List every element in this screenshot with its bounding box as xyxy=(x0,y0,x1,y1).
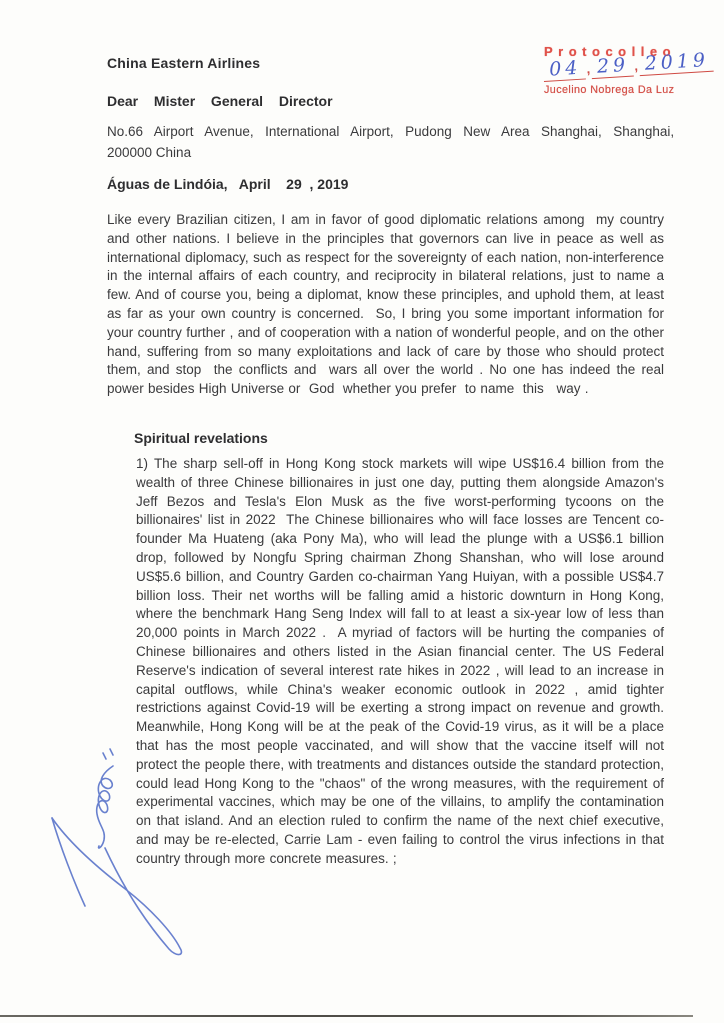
scan-edge-line xyxy=(0,1015,693,1017)
protocol-stamp xyxy=(544,44,720,96)
stamp-date-month: 04 xyxy=(543,56,587,82)
stamp-title: Protocolleo xyxy=(544,44,677,59)
stamp-date-separator: , xyxy=(586,61,591,77)
handwritten-signature xyxy=(38,742,208,967)
stamp-date-year: 2019 xyxy=(638,49,714,76)
revelation-paragraph-1: 1) The sharp sell-off in Hong Kong stock markets will wipe US$16.4 billion from the wealth of three Chinese billionaires in just one day, putting them alongside Amazon's Jeff Bezos and Tesla's Elon Musk as the five worst-performing tycoons on the billionaires' list in 2022 The Chinese billionaires who will face losses are Tencent co-founder Ma Huateng (aka Pony Ma), who will lead the plunge with a US$6.1 billion drop, followed by Nongfu Spring chairman Zhong Shanshan, who will lose around US$5.6 billion, and Country Garden co-chairman Yang Huiyan, with a possible US$4.7 billion loss. Their net worths will be falling amid a historic downturn in Hong Kong, where the benchmark Hang Seng Index will fall to at least a six-year low of less than 20,000 points in March 2022 . A myriad of factors will be hurting the companies of Chinese billionaires and others listed in the Asian financial center. The US Federal Reserve's indication of several interest rate hikes in 2022 , will lead to an increase in capital outflows, while China's weaker economic outlook in 2022 , amid tighter restrictions against Covid-19 will be exerting a strong impact on revenue and growth. Meanwhile, Hong Kong will be at the peak of the Covid-19 virus, as it will be a place that has the most people vaccinated, and will show that the vaccine itself will not protect the people there, with treatments and distances outside the standard protection, could lead Hong Kong to the "chaos" of the wrong measures, with the requirement of experimental vaccines, which may be one of the villains, to amplify the contamination on that island. And an election ruled to confirm the name of the next chief executive, and may be re-elected, Carrie Lam - even failing to control the virus infections in that country through more concrete measures. ; xyxy=(136,456,673,866)
intro-paragraph: Like every Brazilian citizen, I am in favor of good diplomatic relations among my country and other nations. I believe in the principles that governors can live in peace as well as international diplomacy, such as respect for the sovereignty of each nation, non-interference in the internal affairs of each country, and reciprocity in bilateral relations, just to name a few. And of course you, being a diplomat, know these principles, and uphold them, at least as far as your own country is concerned. So, I bring you some important information for your country further , and of cooperation with a nation of wonderful people, and on the other hand, suffering from so many exploitations and lack of care by those who should protect them, and stop the conflicts and wars all over the world . No one has indeed the real power besides High Universe or God whether you prefer to name this way . xyxy=(107,212,673,397)
place-date-line: Águas de Lindóia, April 29 , 2019 xyxy=(107,176,349,192)
section-heading: Spiritual revelations xyxy=(134,430,268,446)
signature-letter-scribble xyxy=(97,766,113,848)
signature-main-loop xyxy=(52,818,181,955)
stamp-date-day: 29 xyxy=(590,54,634,80)
stamp-date-separator: , xyxy=(633,58,639,74)
recipient-company-line: China Eastern Airlines xyxy=(107,55,261,71)
stamp-signatory-name: Jucelino Nobrega Da Luz xyxy=(544,84,675,96)
salutation-line: Dear Mister General Director xyxy=(107,93,333,109)
address-line-2: 200000 China xyxy=(107,145,192,160)
signature-tick-strokes xyxy=(103,749,113,759)
signature-descender-stroke xyxy=(52,818,85,906)
address-line-1: No.66 Airport Avenue, International Airport, Pudong New Area Shanghai, Shanghai, xyxy=(107,124,675,139)
